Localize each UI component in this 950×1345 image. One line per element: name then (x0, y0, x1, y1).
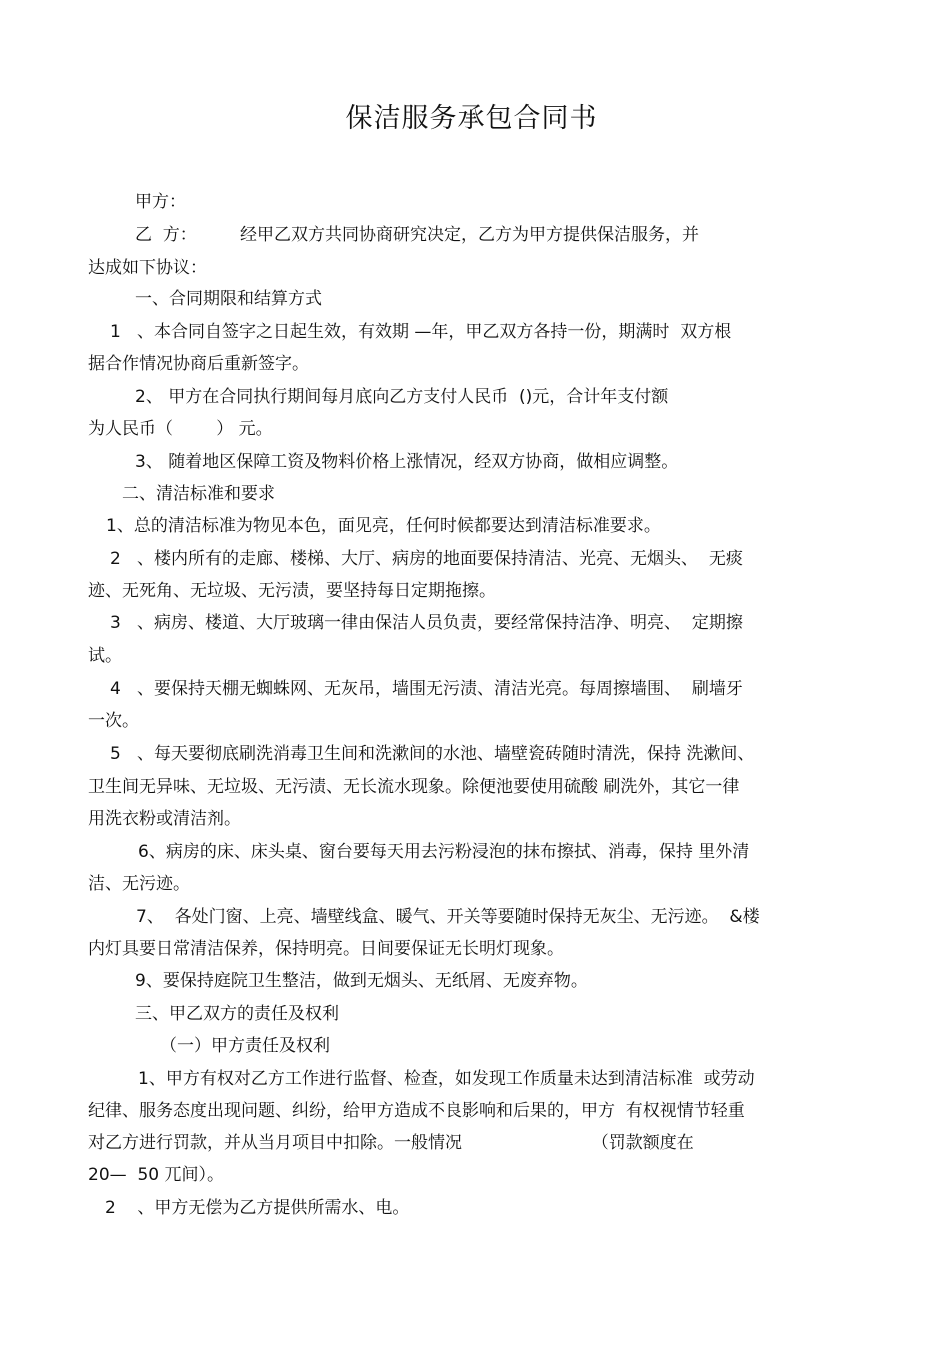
text-line: 6、病房的床、床头桌、窗台要每天用去污粉浸泡的抹布擦拭、消毒，保持 里外清 (138, 842, 750, 862)
text-line: 1 、本合同自签字之日起生效，有效期 —年，甲乙双方各持一份，期满时 双方根 (110, 322, 732, 342)
text-line: 3 、病房、楼道、大厅玻璃一律由保洁人员负责，要经常保持洁净、明亮、 定期擦 (110, 613, 743, 633)
text-line: 用洗衣粉或清洁剂。 (88, 809, 241, 829)
text-line: 4 、要保持天棚无蜘蛛网、无灰吊，墙围无污渍、清洁光亮。每周擦墙围、 刷墙牙 (110, 679, 743, 699)
text-line: 为人民币（ ） 元。 (88, 419, 273, 439)
text-line: 1、甲方有权对乙方工作进行监督、检查，如发现工作质量未达到清洁标准 或劳动 (138, 1069, 755, 1089)
text-line: 迹、无死角、无垃圾、无污渍，要坚持每日定期拖擦。 (88, 581, 496, 601)
text-line: 20— 50 兀间）。 (88, 1165, 224, 1185)
text-line: （一）甲方责任及权利 (160, 1036, 330, 1056)
text-line: 试。 (88, 646, 122, 666)
text-line: 纪律、服务态度出现问题、纠纷，给甲方造成不良影响和后果的，甲方 有权视情节轻重 (88, 1101, 745, 1121)
text-line: 5 、每天要彻底刷洗消毒卫生间和洗漱间的水池、墙壁瓷砖随时清洗，保持 洗漱间、 (110, 744, 755, 764)
text-line: 据合作情况协商后重新签字。 (88, 354, 309, 374)
text-line: 一、合同期限和结算方式 (135, 289, 322, 309)
text-line: 1、总的清洁标准为物见本色，面见亮，任何时候都要达到清洁标准要求。 (106, 516, 661, 536)
text-line: 乙 方： 经甲乙双方共同协商研究决定，乙方为甲方提供保洁服务，并 (135, 225, 700, 245)
text-line: 洁、无污迹。 (88, 874, 190, 894)
text-line: 7、 各处门窗、上亮、墙壁线盒、暖气、开关等要随时保持无灰尘、无污迹。 &楼 (136, 907, 760, 927)
text-line: 2、 甲方在合同执行期间每月底向乙方支付人民币 ()元，合计年支付额 (135, 387, 669, 407)
text-line: 对乙方进行罚款，并从当月项目中扣除。一般情况 （罚款额度在 (88, 1133, 694, 1153)
text-line: 达成如下协议： (88, 258, 207, 278)
text-line: 3、 随着地区保障工资及物料价格上涨情况，经双方协商，做相应调整。 (135, 452, 679, 472)
text-line: 一次。 (88, 711, 139, 731)
text-line: 2 、楼内所有的走廊、楼梯、大厅、病房的地面要保持清洁、光亮、无烟头、 无痰 (110, 549, 743, 569)
text-line: 二、清洁标准和要求 (122, 484, 275, 504)
text-line: 2 、甲方无偿为乙方提供所需水、电。 (105, 1198, 410, 1218)
text-line: 卫生间无异味、无垃圾、无污渍、无长流水现象。除便池要使用硫酸 刷洗外，其它一律 (88, 777, 740, 797)
text-line: 9、要保持庭院卫生整洁，做到无烟头、无纸屑、无废弃物。 (135, 971, 588, 991)
text-line: 三、甲乙双方的责任及权利 (135, 1004, 339, 1024)
text-line: 内灯具要日常清洁保养，保持明亮。日间要保证无长明灯现象。 (88, 939, 564, 959)
text-line: 甲方： (135, 192, 186, 212)
document-title: 保洁服务承包合同书 (345, 103, 598, 134)
